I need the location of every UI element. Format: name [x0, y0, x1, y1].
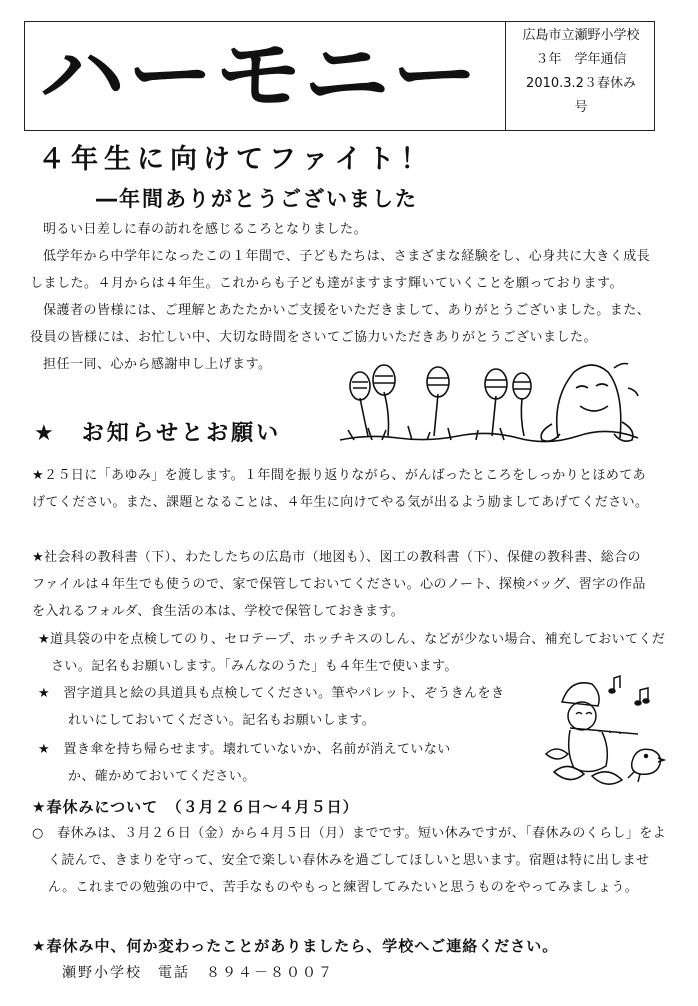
notice-umbrella: ★ 置き傘を持ち帰らせます。壊れていないか、名前が消えていないか、確かめておいてください。 — [38, 742, 451, 784]
notice-calligraphy-paint: ★ 習字道具と絵の具道具も点検してください。筆やパレット、ぞうきんをきれいにしておいてください。記名もお願いします。 — [38, 686, 505, 728]
notice-report-card: ★２５日に「あゆみ」を渡します。１年間を振り返りながら、がんばったところをしっかりとほめてあげてください。また、課題となることは、４年生に向けてやる気が出るよう励ましてあげてください。 — [32, 468, 649, 510]
intro-paragraph-1: 明るい日差しに春の訪れを感じるころとなりました。 — [43, 222, 368, 237]
grade-newsletter: ３年 学年通信 — [535, 52, 627, 67]
intro-paragraph-4: 担任一同、心から感謝申し上げます。 — [43, 357, 272, 372]
masthead-title: ハーモニー — [39, 28, 481, 123]
issue-date: 2010.3.2３春休み — [526, 76, 636, 91]
intro-paragraph-2: 低学年から中学年になったこの１年間で、子どもたちは、さまざまな経験をし、心身共に大きく成長しました。４月からは４年生。これからも子ども達がますます輝いていくことを願っております。 — [30, 249, 651, 291]
issue-suffix: 号 — [574, 100, 588, 115]
masthead-box — [24, 21, 655, 131]
contact-line: ★春休み中、何か変わったことがありましたら、学校へご連絡ください。 — [32, 937, 559, 955]
spring-break-heading: ★春休みについて （３月２６日～４月５日） — [32, 798, 359, 816]
notices-heading: ★ お知らせとお願い — [34, 421, 282, 446]
headline: ４年生に向けてファイト！ — [38, 144, 434, 175]
school-phone: 瀬野小学校 電話 ８９４－８００７ — [62, 965, 334, 981]
flute-fairy-bird-illustration — [540, 672, 666, 790]
subheadline: ―年間ありがとうございました — [96, 187, 418, 211]
notice-tool-bag: ★道具袋の中を点検してのり、セロテープ、ホッチキスのしん、などが少ない場合、補充しておいてください。記名もお願いします。「みんなのうた」も４年生で使います。 — [38, 632, 666, 674]
intro-paragraph-3: 保護者の皆様には、ご理解とあたたかいご支援をいただきまして、ありがとうございました。また、役員の皆様には、お忙しい中、大切な時間をさいてご協力いただきありがとうございました。 — [30, 303, 651, 345]
notice-textbooks: ★社会科の教科書（下）、わたしたちの広島市（地図も）、図工の教科書（下）、保健の教科書、総合のファイルは４年生でも使うので、家で保管しておいてください。心のノート、探検バッグ、習字の作品を入れるフォルダ、食生活の本は、学校で保管しておきます。 — [32, 550, 646, 619]
school-info — [507, 24, 655, 120]
school-name: 広島市立瀬野小学校 — [522, 28, 640, 43]
flowers-mole-illustration — [338, 358, 640, 444]
header-divider — [505, 22, 506, 130]
spring-break-body: ○ 春休みは、３月２６日（金）から４月５日（月）までです。短い休みですが、「春休みのくらし」をよく読んで、きまりを守って、安全で楽しい春休みを過ごしてほしいと思います。宿題は特に出しません。これまでの勉強の中で、苦手なものやもっと練習してみたいと思うものをやってみましょう。 — [32, 826, 667, 895]
